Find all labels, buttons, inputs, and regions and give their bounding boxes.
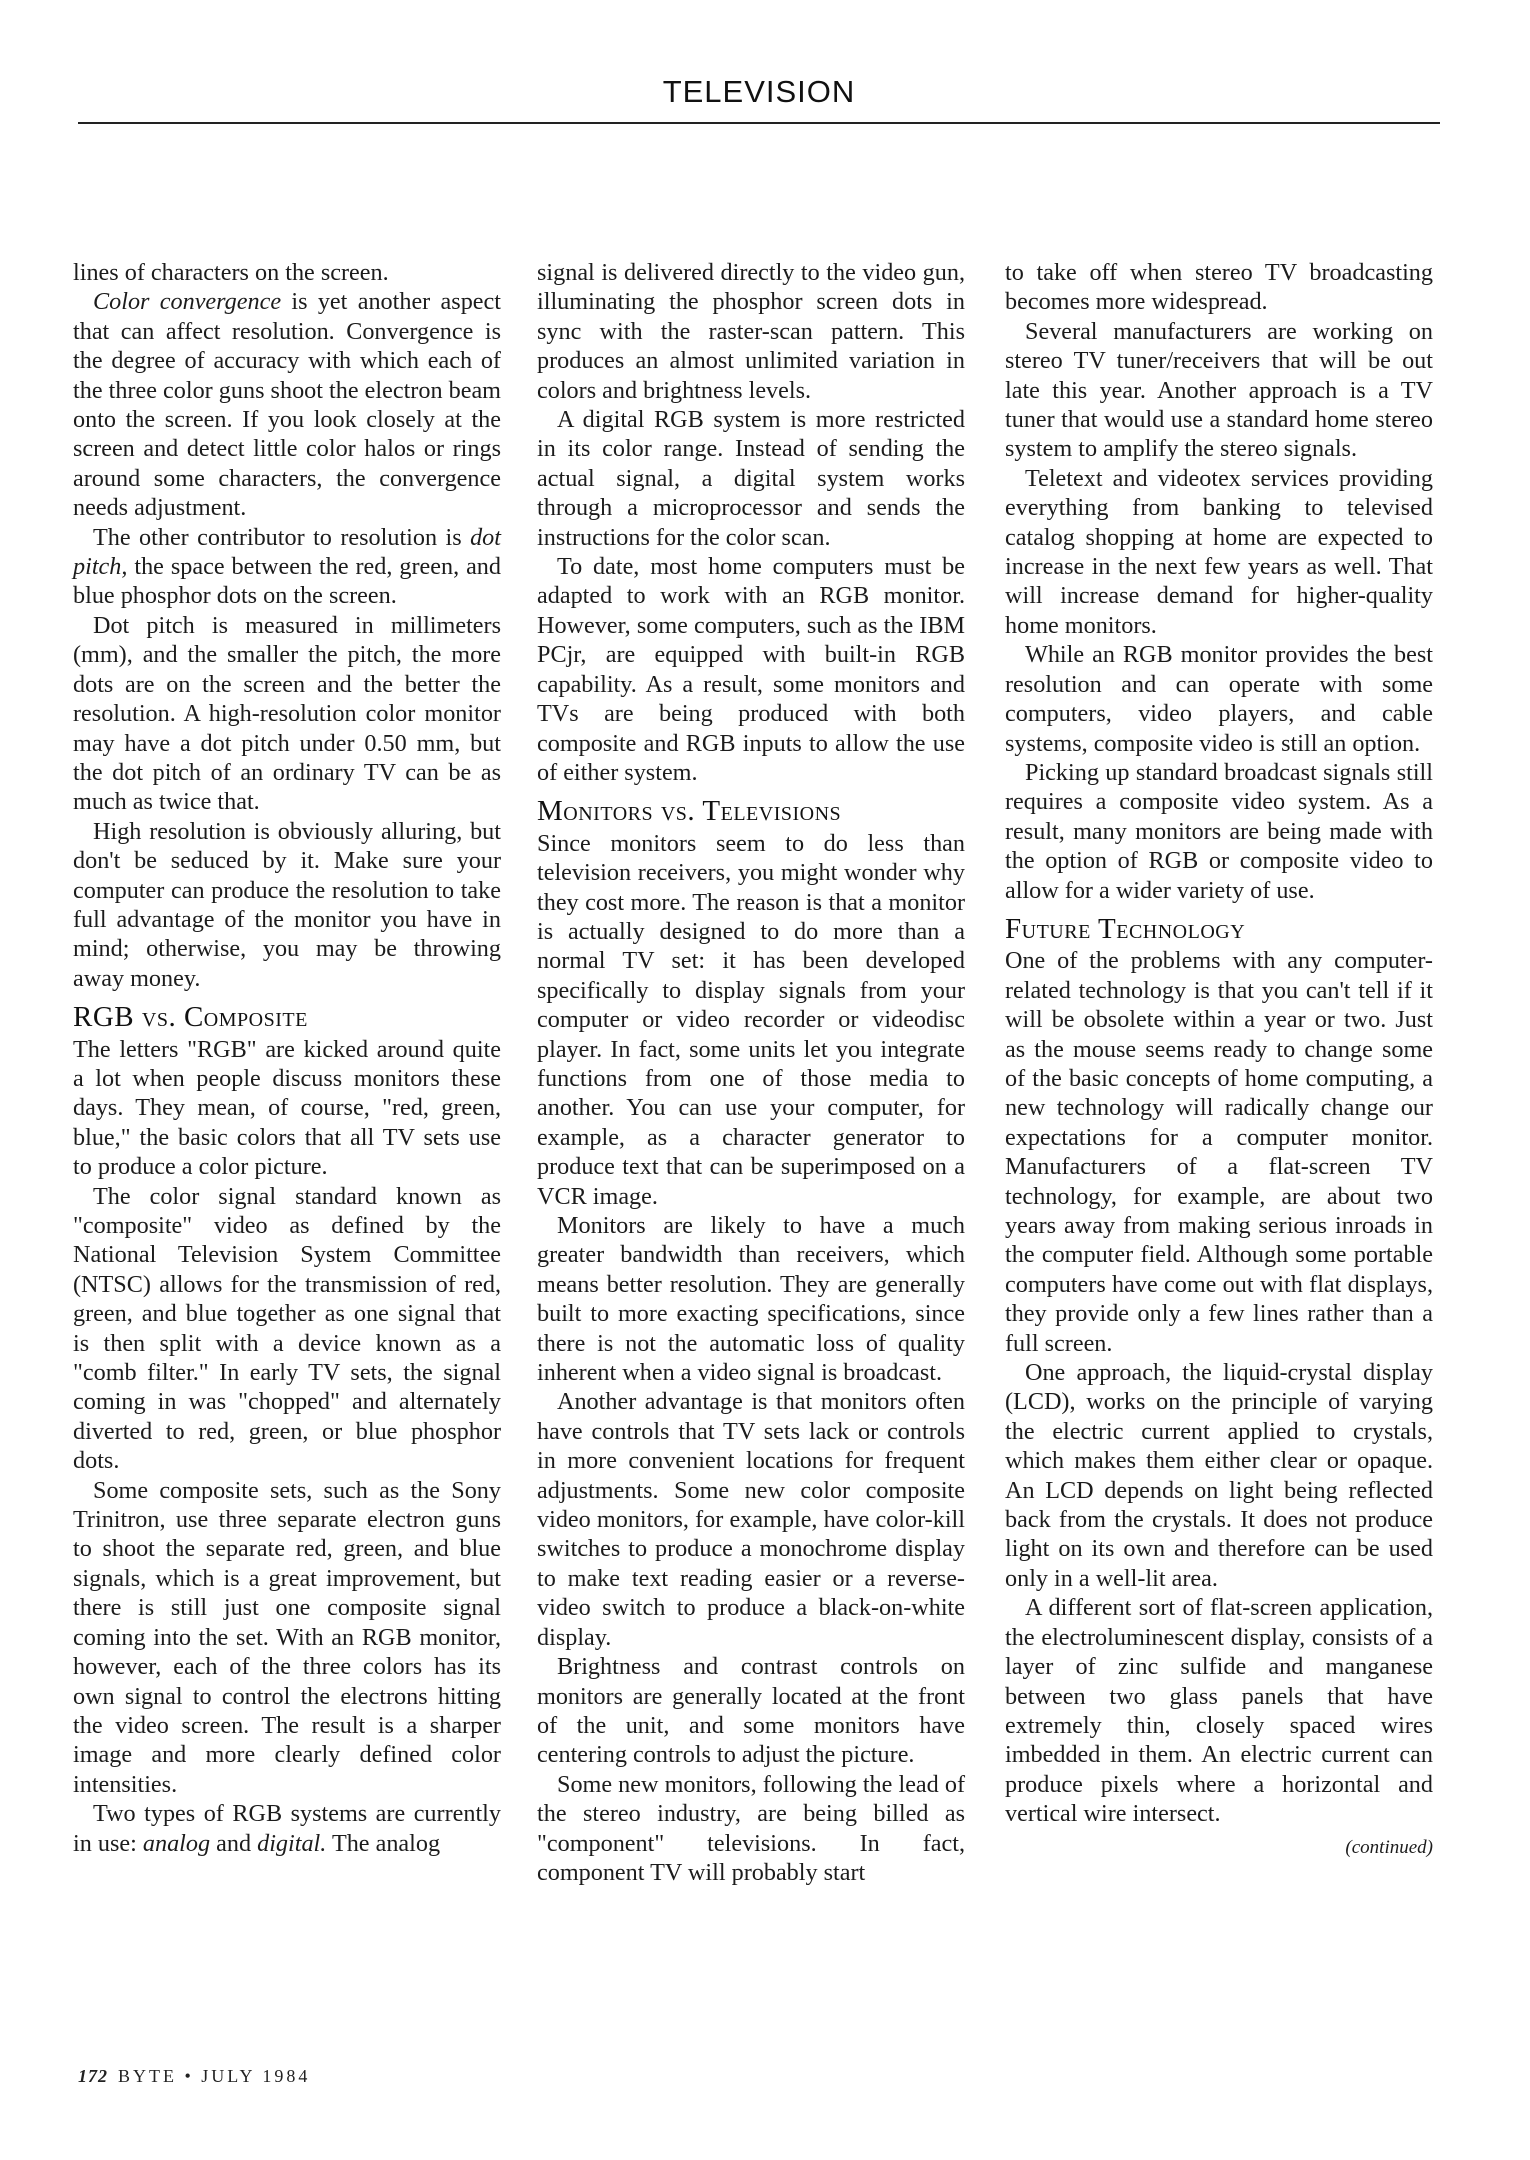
paragraph xyxy=(73,1799,501,1858)
paragraph: The color signal standard known as "composite" video as defined by the National Television System Committee (NTSC) allows for the transmission of red, green, and blue together as one signal that is then split with a device known as a "comb filter." In early TV sets, the signal coming in was "chopped" and alternately diverted to red, green, or blue phosphor dots. xyxy=(73,1182,501,1475)
paragraph-text: the space between the red, green, and blue phosphor dots on the screen. xyxy=(73,553,501,610)
paragraph: While an RGB monitor provides the best resolution and can operate with some computers, video players, and cable systems, composite video is still an option. xyxy=(1005,641,1433,757)
paragraph-text: The analog xyxy=(326,1829,441,1857)
paragraph: A different sort of flat-screen application, the electroluminescent display, consists of a layer of zinc sulfide and manganese between two glass panels that have extremely thin, closely spaced wires imbedded in them. An electric current can produce pixels where a horizontal and vertical wire intersect. xyxy=(1005,1594,1433,1828)
paragraph-text: is yet another aspect that can affect resolution. Convergence is the degree of accuracy with which each of the three color guns shoot the electron beam onto the screen. If you look closely at the screen and detect little color halos or rings around some characters, the convergence needs adjustment. xyxy=(73,288,501,522)
section-header: TELEVISION xyxy=(662,74,856,109)
paragraph: Picking up standard broadcast signals still requires a composite video system. As a result, many monitors are being made with the option of RGB or composite video to allow for a wider variety of use. xyxy=(1005,758,1433,904)
paragraph: to take off when stereo TV broadcasting becomes more widespread. xyxy=(1005,259,1433,316)
header-rule xyxy=(78,122,1440,124)
paragraph: signal is delivered directly to the video gun, illuminating the phosphor screen dots in sync with the raster-scan pattern. This produces an almost unlimited variation in colors and brightness levels. xyxy=(537,259,965,404)
paragraph: Teletext and videotex services providing everything from banking to televised catalog shopping at home are expected to increase in the next few years as well. That will increase demand for higher-quality home monitors. xyxy=(1005,464,1433,639)
paragraph: One approach, the liquid-crystal display (LCD), works on the principle of varying the electric current applied to crystals, which makes them either clear or opaque. An LCD depends on light being reflected back from the crystals. It does not produce light on its own and therefore can be used only in a well-lit area. xyxy=(1005,1359,1433,1592)
paragraph: Some composite sets, such as the Sony Trinitron, use three separate electron guns to shoot the separate red, green, and blue signals, which is a great improvement, but there is still just one composite signal coming into the set. With an RGB monitor, however, each of the three colors has its own signal to control the electrons hitting the video screen. The result is a sharper image and more clearly defined color intensities. xyxy=(73,1476,501,1798)
paragraph: Dot pitch is measured in millimeters (mm), and the smaller the pitch, the more dots are on the screen and the better the resolution. A high-resolution color monitor may have a dot pitch under 0.50 mm, but the dot pitch of an ordinary TV can be as much as twice that. xyxy=(73,611,501,816)
paragraph: To date, most home computers must be adapted to work with an RGB monitor. However, some computers, such as the IBM PCjr, are equipped with built-in RGB capability. As a result, some monitors and TVs are being produced with both composite and RGB inputs to allow the use of either system. xyxy=(537,553,965,786)
paragraph-text: and xyxy=(210,1829,258,1857)
section-heading-rgb-vs-composite: RGB vs. Composite xyxy=(73,1001,308,1034)
section-heading-monitors-vs-televisions: Monitors vs. Televisions xyxy=(537,795,842,828)
section-heading-future-technology: Future Technology xyxy=(1005,912,1246,945)
paragraph: The letters "RGB" are kicked around quite a lot when people discuss monitors these days. They mean, of course, "red, green, blue," the basic colors that all TV sets use to produce a color picture. xyxy=(73,1035,501,1181)
paragraph: Brightness and contrast controls on monitors are generally located at the front of the unit, and some monitors have centering controls to adjust the picture. xyxy=(537,1653,965,1769)
term-digital: digital. xyxy=(257,1829,327,1857)
paragraph xyxy=(73,523,501,611)
paragraph: Several manufacturers are working on stereo TV tuner/receivers that will be out late this year. Another approach is a TV tuner that would use a standard home stereo system to amplify the stereo signals. xyxy=(1005,317,1433,463)
column-3 xyxy=(1005,258,1433,1862)
paragraph-text: The other contributor to resolution is xyxy=(93,523,471,551)
paragraph: Another advantage is that monitors often have controls that TV sets lack or controls in more convenient locations for frequent adjustments. Some new color composite video monitors, for example, have color-kill switches to produce a monochrome display to make text reading easier or a reverse-video switch to produce a black-on-white display. xyxy=(537,1388,965,1651)
paragraph: High resolution is obviously alluring, but don't be seduced by it. Make sure your computer can produce the resolution to take full advantage of the monitor you have in mind; otherwise, you may be throwing away money. xyxy=(73,817,501,992)
publication-line: BYTE • JULY 1984 xyxy=(118,2066,311,2086)
page-footer xyxy=(78,2066,310,2087)
term-analog: analog xyxy=(142,1829,211,1857)
column-1 xyxy=(73,258,501,1858)
paragraph-text: Two types of RGB systems are currently in use: xyxy=(73,1800,501,1857)
paragraph: One of the problems with any computer-related technology is that you can't tell if it will be obsolete within a year or two. Just as the mouse seems ready to change some of the basic concepts of home computing, a new technology will radically change our expectations for a computer monitor. Manufacturers of a flat-screen TV technology, for example, are about two years away from making serious inroads in the computer field. Although some portable computers have come out with flat displays, they provide only a few lines rather than a full screen. xyxy=(1005,947,1433,1357)
term-color-convergence: Color convergence xyxy=(93,288,282,316)
paragraph: A digital RGB system is more restricted in its color range. Instead of sending the actual signal, a digital system works through a microprocessor and sends the instructions for the color scan. xyxy=(537,406,965,551)
column-2 xyxy=(537,258,965,1887)
paragraph xyxy=(73,287,501,522)
paragraph: lines of characters on the screen. xyxy=(73,259,389,286)
paragraph: Some new monitors, following the lead of the stereo industry, are being billed as "component" televisions. In fact, component TV will probably start xyxy=(537,1770,965,1886)
term-dot-pitch: dot pitch, xyxy=(73,523,501,581)
continued-label: (continued) xyxy=(1345,1836,1433,1858)
paragraph: Monitors are likely to have a much greater bandwidth than receivers, which means better resolution. They are generally built to more exacting specifications, since there is not the automatic loss of quality inherent when a video signal is broadcast. xyxy=(537,1212,965,1387)
page-number: 172 xyxy=(78,2066,108,2086)
paragraph: Since monitors seem to do less than television receivers, you might wonder why they cost more. The reason is that a monitor is actually designed to do more than a normal TV set: it has been developed specifically to display signals from your computer or video recorder or videodisc player. In fact, some units let you integrate functions from one of those media to another. You can use your computer, for example, as a character generator to produce text that can be superimposed on a VCR image. xyxy=(537,829,965,1210)
